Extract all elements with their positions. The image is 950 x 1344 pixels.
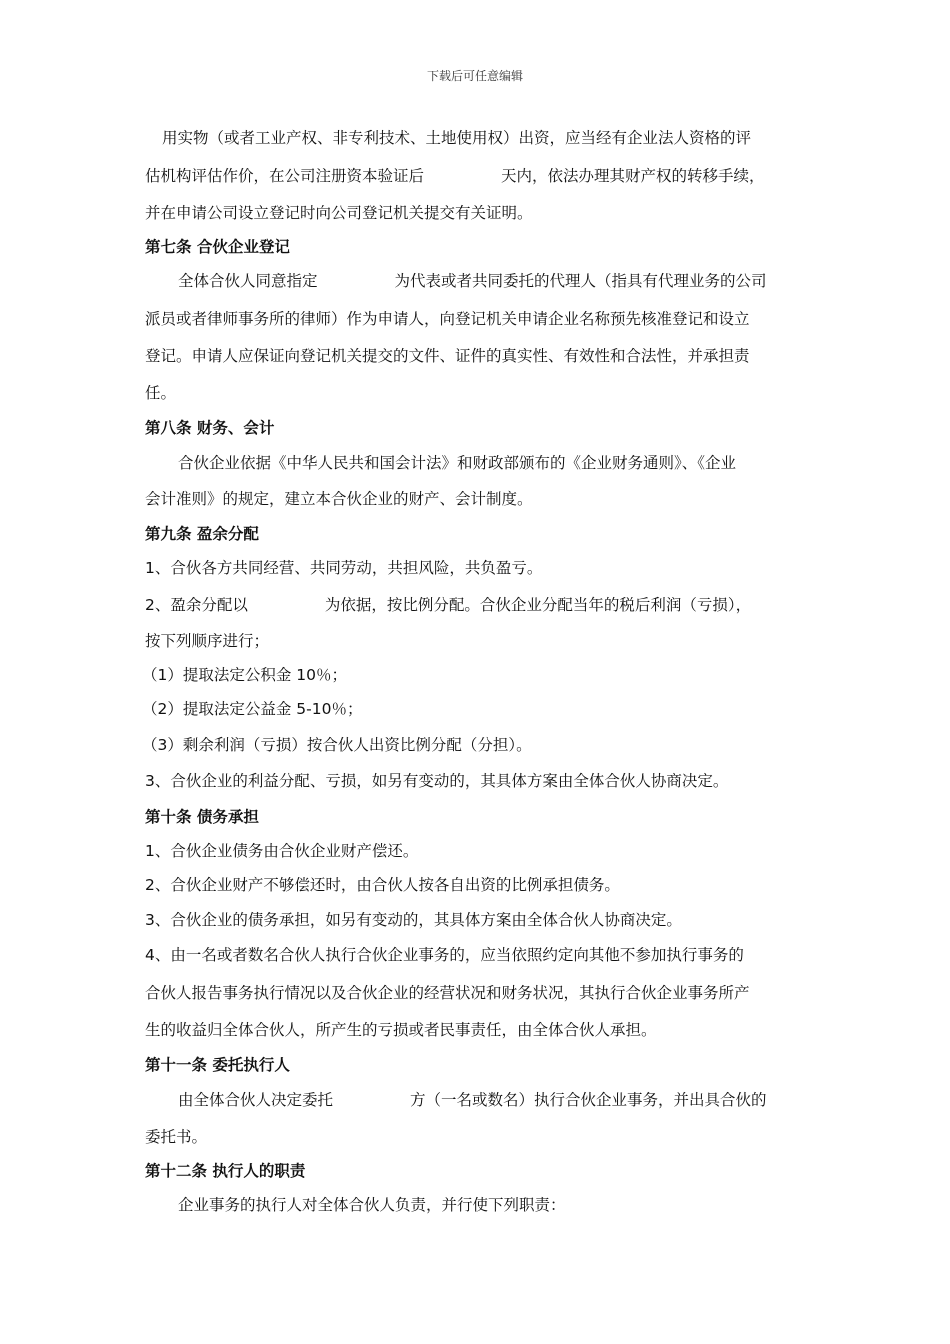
section-heading-9: 第九条 盈余分配 <box>145 525 259 543</box>
paragraph-line: 企业事务的执行人对全体合伙人负责，并行使下列职责： <box>178 1196 566 1214</box>
paragraph-line: 委托书。 <box>145 1128 208 1146</box>
text-segment: 由全体合伙人决定委托 <box>178 1091 334 1109</box>
text-segment: 天内，依法办理其财产权的转移手续， <box>501 167 765 185</box>
list-item: （3）剩余利润（亏损）按合伙人出资比例分配（分担）。 <box>142 736 532 754</box>
list-item: 4、由一名或者数名合伙人执行合伙企业事务的，应当依照约定向其他不参加执行事务的 <box>145 946 744 964</box>
paragraph-line: 并在申请公司设立登记时向公司登记机关提交有关证明。 <box>145 204 533 222</box>
section-heading-10: 第十条 债务承担 <box>145 808 259 826</box>
text-segment: 为代表或者共同委托的代理人（指具有代理业务的公司 <box>394 272 767 290</box>
section-heading-11: 第十一条 委托执行人 <box>145 1056 290 1074</box>
paragraph-line: 用实物（或者工业产权、非专利技术、土地使用权）出资，应当经有企业法人资格的评 <box>162 129 752 147</box>
section-heading-7: 第七条 合伙企业登记 <box>145 238 290 256</box>
paragraph-line: 登记。申请人应保证向登记机关提交的文件、证件的真实性、有效性和合法性，并承担责 <box>145 347 750 365</box>
list-item: 1、合伙各方共同经营、共同劳动，共担风险，共负盈亏。 <box>145 559 543 577</box>
paragraph-line: 会计准则》的规定，建立本合伙企业的财产、会计制度。 <box>145 490 533 508</box>
list-item: 2、合伙企业财产不够偿还时，由合伙人按各自出资的比例承担债务。 <box>145 876 620 894</box>
list-item: 3、合伙企业的债务承担，如另有变动的，其具体方案由全体合伙人协商决定。 <box>145 911 682 929</box>
text-segment: 全体合伙人同意指定 <box>178 272 318 290</box>
paragraph-line: 按下列顺序进行； <box>145 632 270 650</box>
text-segment: 估机构评估作价，在公司注册资本验证后 <box>145 167 425 185</box>
list-item: （2）提取法定公益金 5-10％； <box>142 700 363 718</box>
list-item: （1）提取法定公积金 10％； <box>142 666 348 684</box>
paragraph-line <box>178 270 767 292</box>
paragraph-line <box>178 1089 767 1111</box>
text-segment: 为依据，按比例分配。合伙企业分配当年的税后利润（亏损）， <box>324 596 752 614</box>
paragraph-line: 合伙人报告事务执行情况以及合伙企业的经营状况和财务状况，其执行合伙企业事务所产 <box>145 984 750 1002</box>
list-item: 3、合伙企业的利益分配、亏损，如另有变动的，其具体方案由全体合伙人协商决定。 <box>145 772 729 790</box>
text-segment: 2、盈余分配以 <box>145 596 248 614</box>
list-item: 1、合伙企业债务由合伙企业财产偿还。 <box>145 842 419 860</box>
paragraph-line: 生的收益归全体合伙人，所产生的亏损或者民事责任，由全体合伙人承担。 <box>145 1021 657 1039</box>
section-heading-8: 第八条 财务、会计 <box>145 419 275 437</box>
paragraph-line: 合伙企业依据《中华人民共和国会计法》和财政部颁布的《企业财务通则》、《企业 <box>178 454 737 472</box>
section-heading-12: 第十二条 执行人的职责 <box>145 1162 306 1180</box>
paragraph-line <box>145 165 765 187</box>
list-item <box>145 594 751 616</box>
paragraph-line: 派员或者律师事务所的律师）作为申请人，向登记机关申请企业名称预先核准登记和设立 <box>145 310 750 328</box>
paragraph-line: 任。 <box>145 384 177 402</box>
text-segment: 方（一名或数名）执行合伙企业事务，并出具合伙的 <box>410 1091 767 1109</box>
page-header: 下载后可任意编辑 <box>426 69 523 83</box>
